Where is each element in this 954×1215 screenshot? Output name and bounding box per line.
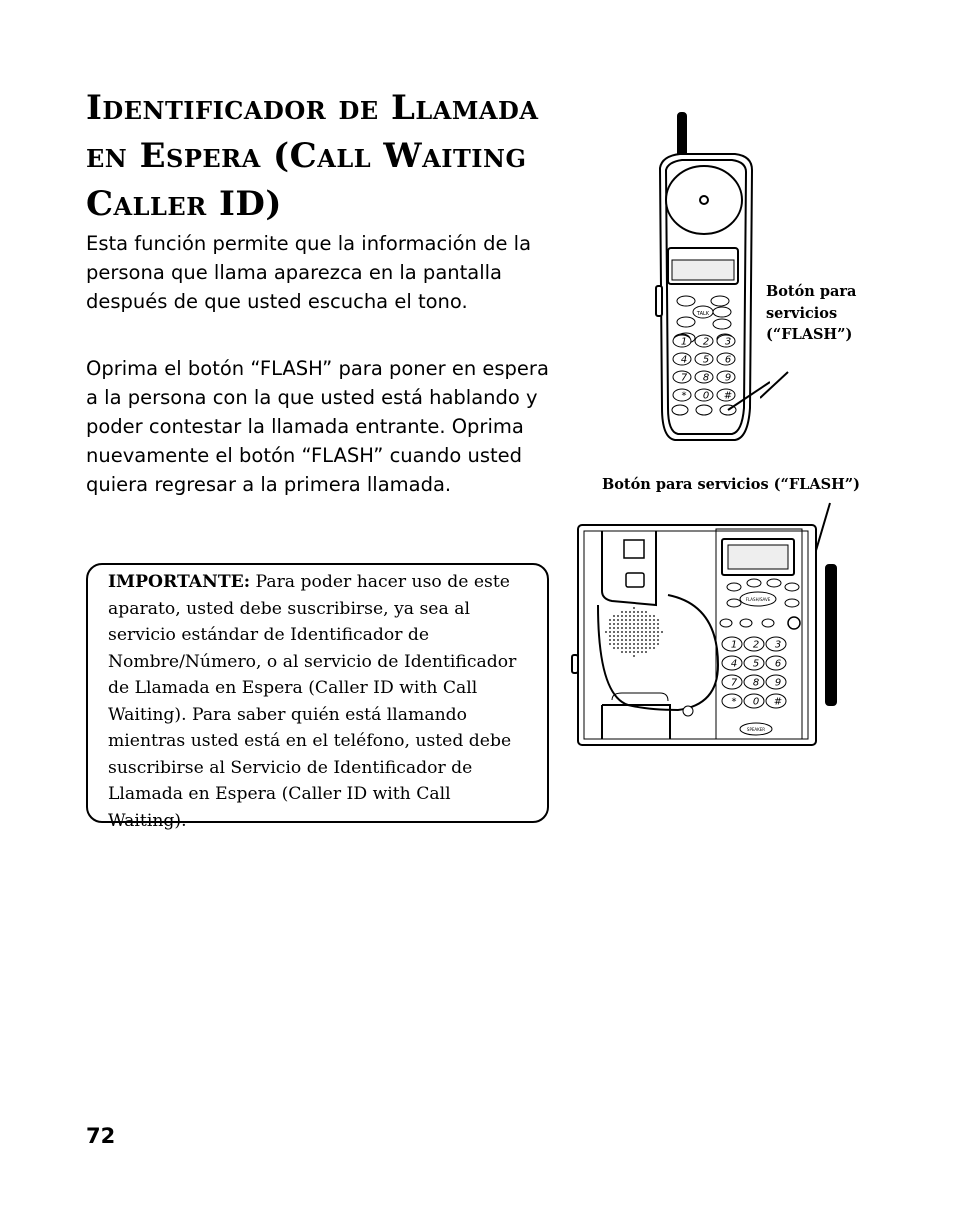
speaker-grille-dot [617,623,619,625]
base-key-label: 5 [752,658,760,670]
speaker-grille-dot [633,643,635,645]
speaker-grille-dot [621,623,623,625]
speaker-grille-dot [613,615,615,617]
speaker-grille-dot [641,631,643,633]
speaker-grille-dot [645,615,647,617]
speaker-grille-dot [633,655,635,657]
speaker-grille-dot [609,619,611,621]
handset-key-label: 3 [724,336,732,348]
base-key-label: 1 [730,639,738,651]
speaker-grille-dot [649,619,651,621]
speaker-grille-dot [629,643,631,645]
speaker-grille-dot [621,651,623,653]
speaker-grille-dot [629,623,631,625]
base-key-label: 0 [752,696,760,708]
speaker-grille-dot [605,631,607,633]
speaker-grille-dot [657,619,659,621]
handset-key-label: * [681,390,687,402]
base-key-label: 9 [774,677,782,689]
speaker-grille-dot [617,635,619,637]
speaker-grille-dot [621,627,623,629]
speaker-grille-dot [653,647,655,649]
speaker-grille-dot [613,639,615,641]
speaker-grille-dot [641,615,643,617]
speaker-grille-dot [629,627,631,629]
speaker-grille-dot [657,639,659,641]
handset-flash-callout: Botón para servicios (“FLASH”) [766,283,857,343]
speaker-grille-dot [613,631,615,633]
speaker-grille-dot [613,643,615,645]
intro-paragraph: Esta función permite que la información de la persona que llama aparezca en la pantalla después de que usted escucha el tono. [86,232,532,313]
speaker-grille-dot [645,639,647,641]
base-key-label: 2 [752,639,760,651]
speaker-grille-dot [637,615,639,617]
speaker-grille-dot [649,643,651,645]
speaker-grille-dot [633,635,635,637]
speaker-grille-dot [609,639,611,641]
handset-key-label: 2 [702,336,710,348]
speaker-grille-dot [609,643,611,645]
speaker-grille-dot [637,639,639,641]
speaker-grille-dot [613,627,615,629]
handset-key-label: # [723,390,733,402]
speaker-grille-dot [609,623,611,625]
speaker-grille-dot [625,639,627,641]
speaker-grille-dot [629,611,631,613]
speaker-grille-dot [653,639,655,641]
speaker-grille-dot [653,631,655,633]
speaker-grille-dot [625,615,627,617]
speaker-grille-dot [657,631,659,633]
speaker-grille-dot [645,611,647,613]
speaker-grille-dot [653,619,655,621]
speaker-grille-dot [621,647,623,649]
speaker-grille-dot [613,623,615,625]
handset-key-label: 8 [702,372,710,384]
base-key-label: 7 [730,677,738,689]
speaker-grille-dot [633,611,635,613]
speaker-grille-dot [609,627,611,629]
speaker-grille-dot [657,643,659,645]
speaker-grille-dot [633,627,635,629]
handset-talk-label: TALK [696,311,710,317]
speaker-grille-dot [653,623,655,625]
speaker-grille-dot [617,639,619,641]
speaker-grille-dot [649,639,651,641]
speaker-grille-dot [621,619,623,621]
speaker-grille-dot [637,619,639,621]
section-title: Identificador de Llamada en Espera (Call Waiting Caller ID) [86,88,539,224]
speaker-grille-dot [657,635,659,637]
base-key-label: 6 [774,658,782,670]
base-speaker-label: SPEAKER [746,727,766,732]
handset-key-label: 7 [680,372,688,384]
speaker-grille-dot [645,635,647,637]
speaker-grille-dot [641,639,643,641]
speaker-grille-dot [625,619,627,621]
speaker-grille-dot [633,623,635,625]
base-flash-label: FLASH/SAVE [745,597,771,602]
speaker-grille-dot [617,647,619,649]
speaker-grille-dot [613,647,615,649]
speaker-grille-dot [645,619,647,621]
speaker-grille-dot [617,619,619,621]
speaker-grille-dot [645,651,647,653]
base-flash-callout: Botón para servicios (“FLASH”) [602,476,860,493]
page-number: 72 [86,1124,116,1148]
speaker-grille-dot [629,615,631,617]
speaker-grille-dot [629,647,631,649]
speaker-grille-dot [637,635,639,637]
important-notice-box [86,563,549,831]
speaker-grille-dot [633,607,635,609]
speaker-grille-dot [641,647,643,649]
speaker-grille-dot [613,619,615,621]
speaker-grille-dot [641,619,643,621]
base-station-illustration [568,495,846,755]
speaker-grille-dot [625,647,627,649]
base-key-label: 4 [730,658,738,670]
speaker-grille-dot [609,635,611,637]
speaker-grille-dot [629,619,631,621]
speaker-grille-dot [649,647,651,649]
speaker-grille-dot [633,615,635,617]
speaker-grille-dot [641,643,643,645]
speaker-grille-dot [617,631,619,633]
speaker-grille-dot [621,643,623,645]
speaker-grille-dot [657,627,659,629]
speaker-grille-dot [633,651,635,653]
speaker-grille-dot [629,631,631,633]
speaker-grille-dot [645,643,647,645]
speaker-grille-dot [617,643,619,645]
speaker-grille-dot [653,615,655,617]
speaker-grille-dot [621,615,623,617]
speaker-grille-dot [625,635,627,637]
speaker-grille-dot [645,623,647,625]
speaker-grille-dot [641,611,643,613]
speaker-grille-dot [649,627,651,629]
speaker-grille-dot [637,623,639,625]
speaker-grille-dot [621,631,623,633]
base-key-label: 8 [752,677,760,689]
speaker-grille-dot [637,643,639,645]
speaker-grille-dot [649,623,651,625]
speaker-grille-dot [645,647,647,649]
speaker-grille-dot [625,623,627,625]
speaker-grille-dot [641,635,643,637]
speaker-grille-dot [621,635,623,637]
speaker-grille-dot [645,627,647,629]
speaker-grille-dot [653,643,655,645]
speaker-grille-dot [625,643,627,645]
speaker-grille-dot [637,651,639,653]
base-key-label: 3 [774,639,782,651]
handset-leader-line [760,370,790,400]
speaker-grille-dot [649,615,651,617]
speaker-grille-dot [641,623,643,625]
speaker-grille-dot [621,639,623,641]
handset-illustration [640,108,770,448]
speaker-grille-dot [633,647,635,649]
speaker-grille-dot [629,651,631,653]
base-key-label: # [773,696,783,708]
speaker-grille-dot [649,631,651,633]
speaker-grille-dot [617,615,619,617]
speaker-grille-dot [649,635,651,637]
speaker-grille-dot [637,611,639,613]
speaker-grille-dot [637,647,639,649]
speaker-grille-dot [625,627,627,629]
speaker-grille-dot [633,639,635,641]
speaker-grille-dot [645,631,647,633]
speaker-grille-dot [629,639,631,641]
speaker-grille-dot [641,651,643,653]
flash-instructions-paragraph: Oprima el botón “FLASH” para poner en espera a la persona con la que usted está hablando y poder contestar la llamada entrante. Oprima nuevamente el botón “FLASH” cuando usted quiera regresar a la primera llamada. [86,357,549,496]
speaker-grille-dot [637,631,639,633]
speaker-grille-dot [617,627,619,629]
speaker-grille-dot [613,635,615,637]
speaker-grille-dot [641,627,643,629]
handset-key-label: 4 [680,354,688,366]
speaker-grille-dot [633,619,635,621]
speaker-grille-dot [661,631,663,633]
handset-key-label: 1 [680,336,688,348]
speaker-grille-dot [629,635,631,637]
base-key-label: * [731,696,737,708]
handset-key-label: 6 [724,354,732,366]
speaker-grille-dot [625,651,627,653]
notice-label: IMPORTANTE: [108,572,251,592]
speaker-grille-dot [633,631,635,633]
speaker-grille-dot [653,627,655,629]
speaker-grille-dot [657,623,659,625]
speaker-grille-dot [653,635,655,637]
speaker-grille-dot [625,611,627,613]
handset-key-label: 0 [702,390,710,402]
speaker-grille-dot [621,611,623,613]
notice-text: Para poder hacer uso de este aparato, usted debe suscribirse, ya sea al servicio estándar de Identificador de Nombre/Número, o al servicio de Identificador de Llamada en Espera (Caller ID with Call Waiting). Para saber quién está llamando mientras usted está en el teléfono, usted debe suscribirse al Servicio de Identificador de Llamada en Espera (Caller ID with Call Waiting). [108,572,517,831]
speaker-grille-dot [609,631,611,633]
handset-key-label: 5 [702,354,710,366]
handset-key-label: 9 [724,372,732,384]
speaker-grille-dot [625,631,627,633]
speaker-grille-dot [637,627,639,629]
